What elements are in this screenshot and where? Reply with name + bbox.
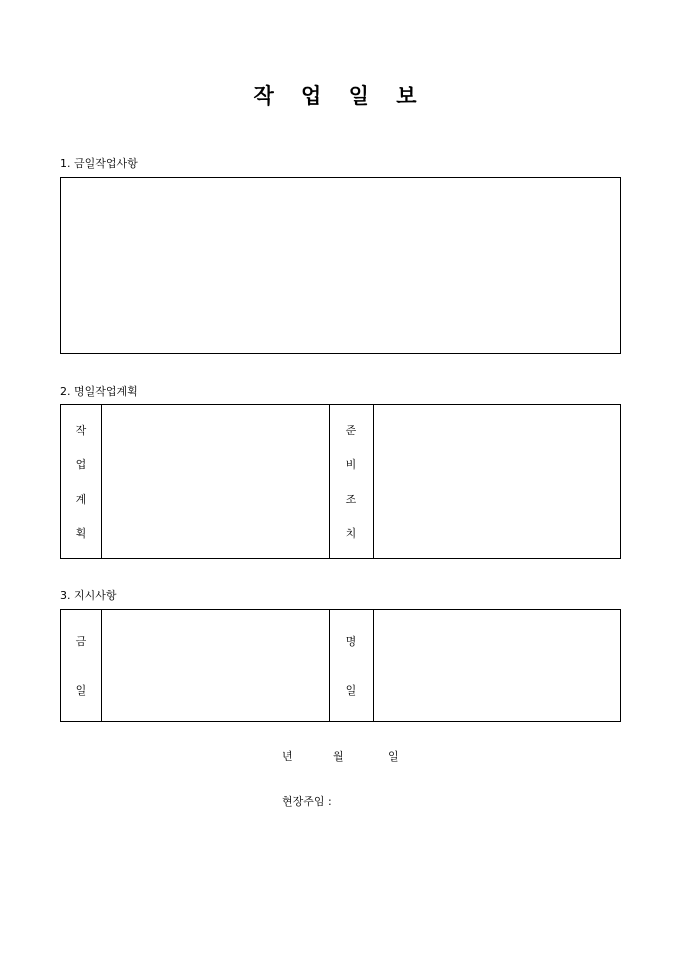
preparation-label xyxy=(329,405,373,558)
section-today-work-label: 1. 금일작업사항 xyxy=(60,157,138,170)
work-plan-label-char: 업 xyxy=(75,458,87,472)
work-plan-label-char: 작 xyxy=(75,424,87,438)
section-instructions-label: 3. 지시사항 xyxy=(60,589,117,602)
preparation-label-char: 치 xyxy=(345,526,357,540)
preparation-label-char: 준 xyxy=(345,424,357,438)
section-tomorrow-plan-label: 2. 명일작업계획 xyxy=(60,385,138,398)
tomorrow-plan-table xyxy=(60,404,621,559)
tomorrow-label-char: 일 xyxy=(345,684,357,698)
page-title: 작 업 일 보 xyxy=(253,83,427,108)
preparation-label-char: 조 xyxy=(345,492,357,506)
tomorrow-instructions-cell[interactable] xyxy=(374,610,620,721)
instructions-table xyxy=(60,609,621,722)
today-instructions-cell[interactable] xyxy=(102,610,329,721)
work-plan-label-char: 계 xyxy=(75,492,87,506)
preparation-cell[interactable] xyxy=(374,405,620,558)
tomorrow-label-char: 명 xyxy=(345,634,357,648)
today-label xyxy=(61,610,101,721)
site-supervisor-label: 현장주임 : xyxy=(282,795,332,808)
work-plan-label xyxy=(61,405,101,558)
date-year-label: 년 xyxy=(282,750,293,763)
tomorrow-label xyxy=(329,610,373,721)
today-work-area[interactable] xyxy=(60,177,621,354)
work-plan-label-char: 획 xyxy=(75,526,87,540)
preparation-label-char: 비 xyxy=(345,458,357,472)
today-label-char: 금 xyxy=(75,634,87,648)
date-day-label: 일 xyxy=(388,750,399,763)
today-label-char: 일 xyxy=(75,684,87,698)
work-plan-cell[interactable] xyxy=(102,405,329,558)
date-month-label: 월 xyxy=(333,750,344,763)
